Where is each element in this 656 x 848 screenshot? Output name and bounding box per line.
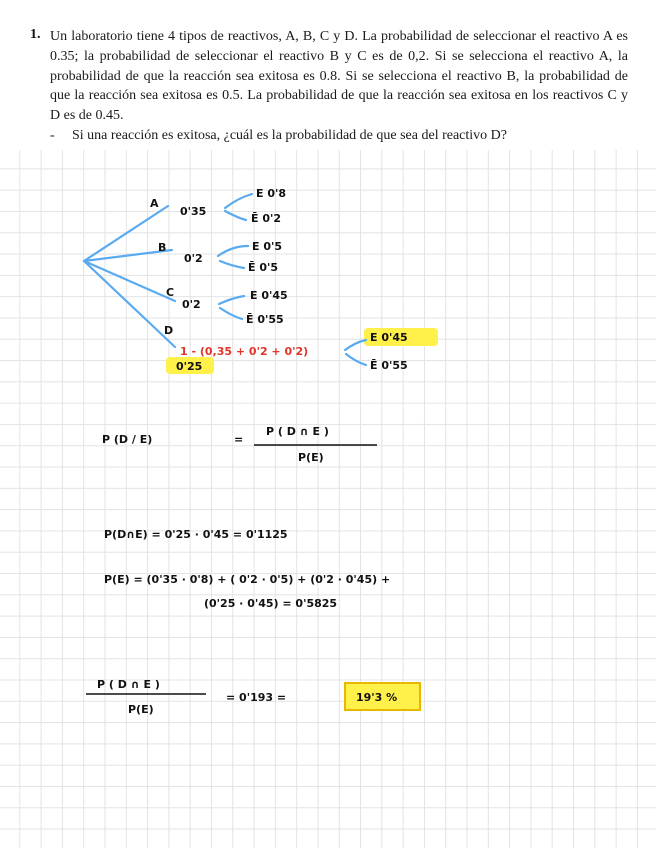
c-success: E 0'45 [250,289,288,302]
d-fail: Ē 0'55 [370,359,408,372]
c-fail: Ē 0'55 [246,313,284,326]
a-fail: Ē 0'2 [251,212,282,225]
label-a: A [150,197,159,210]
branch-b-e [218,246,248,256]
bayes-formula [102,425,377,464]
final-value: = 0'193 = [226,691,287,704]
b-fail: Ē 0'5 [248,261,279,274]
b-success: E 0'5 [252,240,283,253]
question-marker: - [50,128,55,143]
branch-a-e [225,194,252,208]
a-success: E 0'8 [256,187,287,200]
branch-d-e [345,340,366,350]
label-c: C [166,286,175,299]
label-d: D [164,324,174,337]
d-complement: 1 - (0,35 + 0'2 + 0'2) [180,345,309,358]
question-text: Si una reacción es exitosa, ¿cuál es la probabilidad de que sea del reactivo D? [72,128,507,143]
intersection-line: P(D∩E) = 0'25 · 0'45 = 0'1125 [104,528,288,541]
branch-d-ebar [346,354,366,365]
branch-c-ebar [220,308,242,319]
branch-d [84,261,175,347]
bayes-lhs: P (D / E) [102,433,153,446]
total-probability-line-1: P(E) = (0'35 · 0'8) + ( 0'2 · 0'5) + (0'2 · 0'45) + [104,573,391,586]
d-success: E 0'45 [370,331,408,344]
bayes-equals: = [234,433,244,446]
final-numerator: P ( D ∩ E ) [97,678,160,691]
final-answer: 19'3 % [356,691,398,704]
prob-b: 0'2 [184,252,203,265]
computations [104,528,390,610]
final-denominator: P(E) [128,703,154,716]
problem-text: Un laboratorio tiene 4 tipos de reactivos, A, B, C y D. La probabilidad de seleccionar el reactivo A es 0.35; la probabilidad de seleccionar el reactivo B y C es de 0,2. Si se selecciona el reactivo A, la probabilidad de que la reacción sea exitosa es 0.8. Si se selecciona el reactivo B, la probabilidad de que la reacción sea exitosa es 0.5. La probabilidad de que la reacción sea exitosa en los reactivos C y D es de 0.45. [50,29,628,124]
total-probability-line-2: (0'25 · 0'45) = 0'5825 [204,597,338,610]
bayes-numerator: P ( D ∩ E ) [266,425,329,438]
branch-c [84,261,175,301]
bayes-denominator: P(E) [298,451,324,464]
branch-a-ebar [225,211,246,220]
prob-d: 0'25 [176,360,203,373]
prob-c: 0'2 [182,298,201,311]
problem-number: 1. [30,27,41,42]
branch-b-ebar [220,261,244,268]
prob-a: 0'35 [180,205,207,218]
probability-tree [84,194,366,365]
branch-c-e [219,296,244,304]
label-b: B [158,241,167,254]
